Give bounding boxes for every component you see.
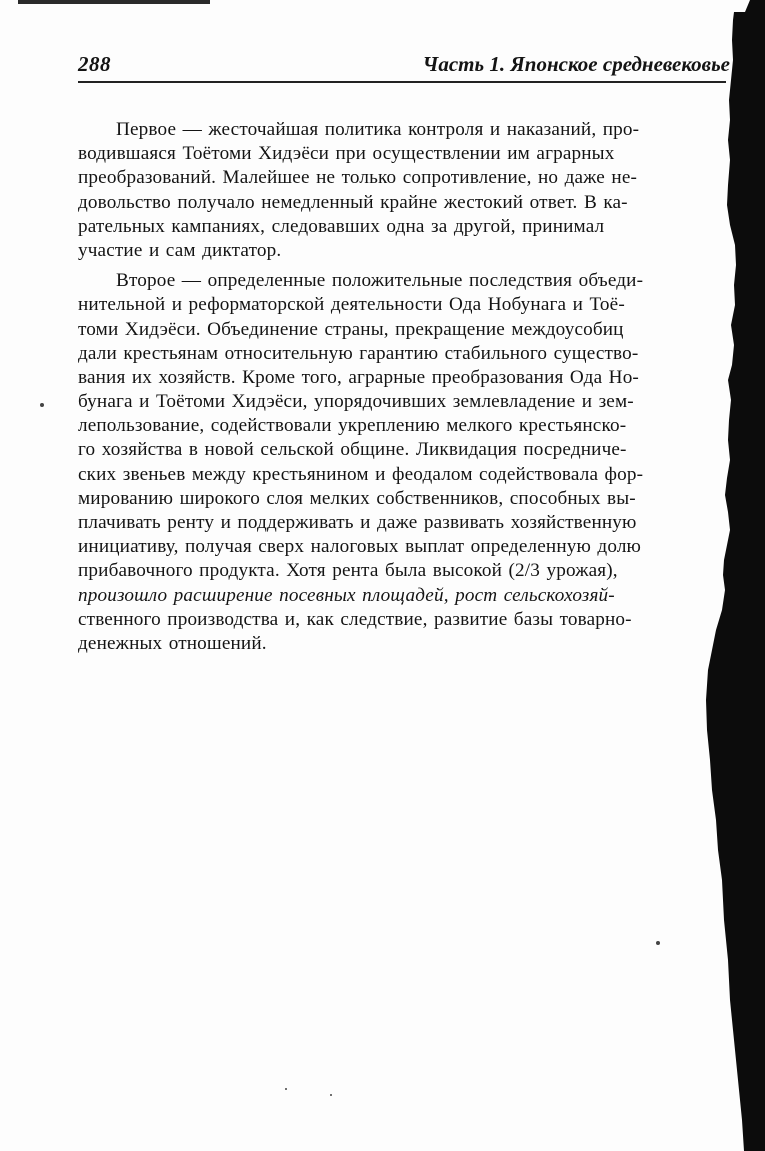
text-line: участие и сам диктатор. — [78, 239, 282, 261]
text-line: плачивать ренту и поддерживать и даже развивать хозяйственную — [78, 512, 637, 533]
text-line: ских звеньев между крестьянином и феодалом содействовала фор- — [78, 463, 644, 485]
text-line: рательных кампаниях, следовавших одна за другой, принимал — [78, 215, 605, 237]
text-line: бунага и Тоётоми Хидэёси, упорядочивших землевладение и зем- — [78, 391, 634, 413]
running-head: Часть 1. Японское средневековье — [422, 52, 730, 76]
text-line: преобразований. Малейшее не только сопротивление, но даже не- — [78, 167, 638, 189]
text-line: ственного производства и, как следствие, развитие базы товарно- — [78, 608, 632, 630]
text-line: вания их хозяйств. Кроме того, аграрные преобразования Ода Но- — [78, 366, 639, 388]
page-number: 288 — [78, 52, 111, 76]
scan-speck — [40, 403, 44, 407]
text-line: Второе — определенные положительные последствия объеди- — [116, 270, 644, 292]
text-line: мированию широкого слоя мелких собственников, способных вы- — [78, 487, 636, 509]
text-line: инициативу, получая сверх налоговых выплат определенную долю — [78, 536, 642, 558]
text-line: денежных отношений. — [78, 632, 267, 654]
text-line: произошло расширение посевных площадей, рост сельскохозяй- — [78, 584, 615, 606]
text-line: лепользование, содействовали укреплению мелкого крестьянско- — [78, 415, 627, 437]
scan-speck — [656, 941, 660, 945]
text-line: нительной и реформаторской деятельности Ода Нобунага и Тоё- — [78, 294, 625, 316]
text-line: довольство получало немедленный крайне жестокий ответ. В ка- — [78, 191, 628, 213]
text-line: прибавочного продукта. Хотя рента была высокой (2/3 урожая), — [78, 560, 618, 582]
scan-speck — [330, 1094, 332, 1096]
text-line: водившаяся Тоётоми Хидэёси при осуществлении им аграрных — [78, 143, 615, 165]
text-line: го хозяйства в новой сельской общине. Ликвидация посредниче- — [78, 439, 627, 461]
text-line: томи Хидэёси. Объединение страны, прекращение междоусобиц — [78, 318, 624, 340]
text-line: дали крестьянам относительную гарантию стабильного существо- — [78, 342, 639, 364]
text-line: Первое — жесточайшая политика контроля и наказаний, про- — [116, 119, 640, 140]
scan-speck — [285, 1088, 287, 1090]
